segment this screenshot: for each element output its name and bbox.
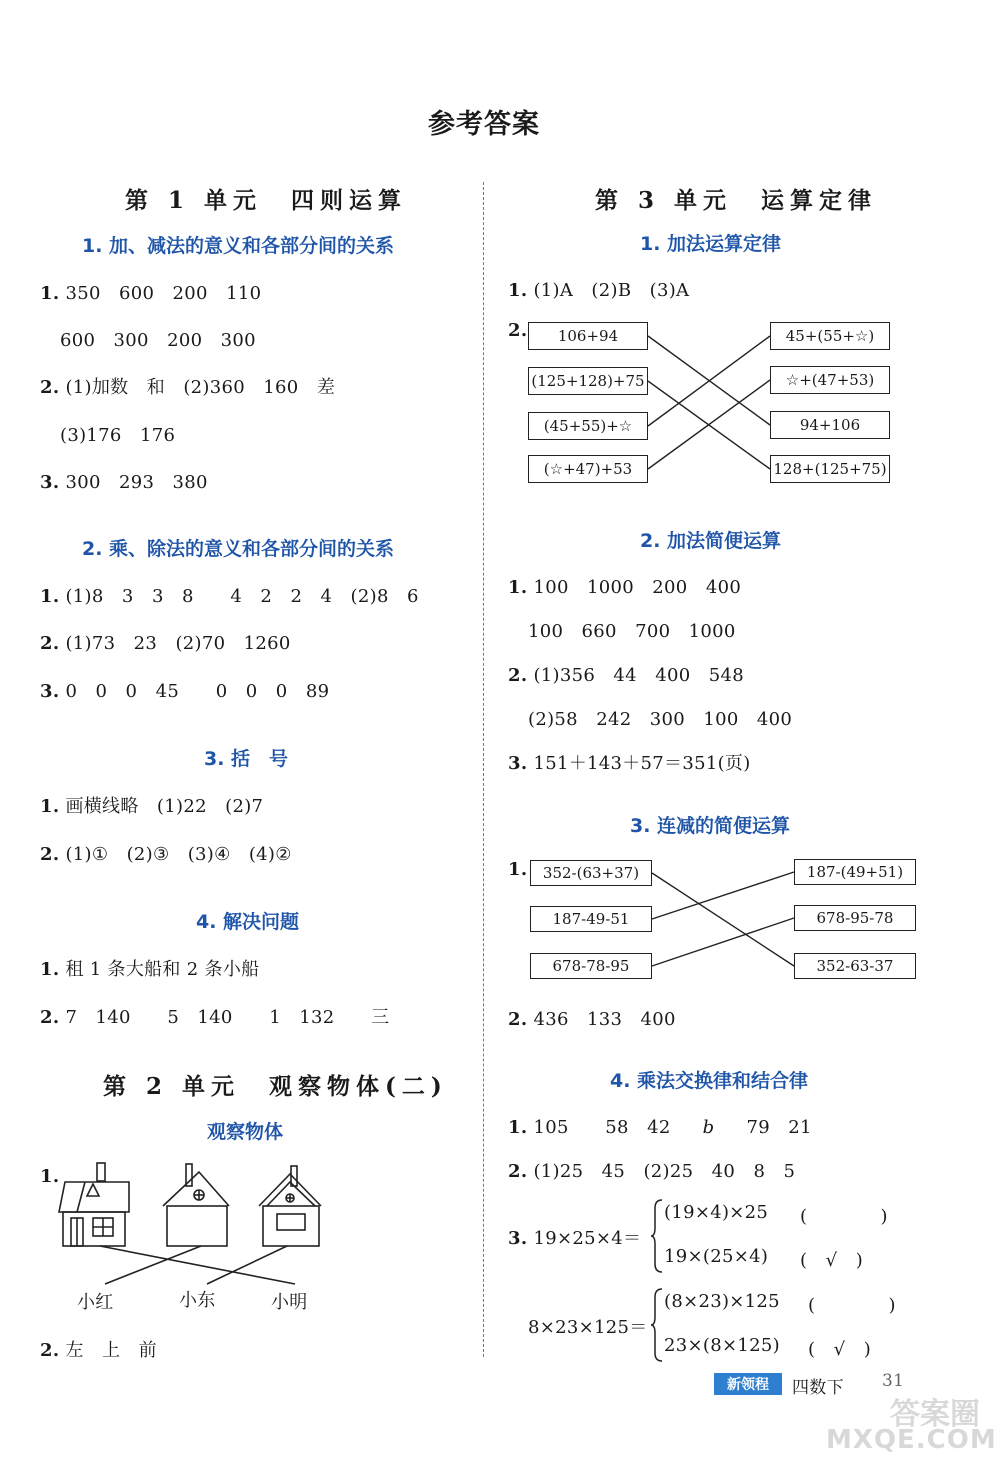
- answer-text: 79 21: [746, 1117, 812, 1138]
- page-number: 31: [882, 1371, 905, 1391]
- answer-line: [508, 573, 741, 599]
- answer-line: [508, 1157, 795, 1183]
- page-title: 参考答案: [428, 109, 540, 140]
- answer-variable: b: [702, 1117, 715, 1138]
- match-box: (☆+47)+53: [528, 455, 648, 483]
- question-number: 2.: [508, 320, 528, 341]
- unit-1-heading: 第 1 单元 四则运算: [125, 187, 408, 214]
- section-4-title: 4. 解决问题: [196, 911, 300, 933]
- match-box: (45+55)+☆: [528, 412, 648, 440]
- question-number: 1.: [40, 796, 60, 817]
- match-box: 94+106: [770, 411, 890, 439]
- answer-text: 画横线略 (1)22 (2)7: [65, 796, 264, 817]
- expression: 8×23×125＝: [528, 1317, 648, 1338]
- question-number: 1.: [40, 283, 60, 304]
- question-number: 3.: [508, 1228, 528, 1249]
- question-number: 1.: [40, 586, 60, 607]
- book-label: 四数下: [792, 1378, 844, 1398]
- question-number: 1.: [508, 577, 528, 598]
- brand-badge: 新领程: [714, 1373, 782, 1395]
- section-1-title: 1. 加、减法的意义和各部分间的关系: [82, 235, 395, 257]
- choice-mark: ( ): [808, 1295, 896, 1316]
- question-number: 1.: [508, 1117, 528, 1138]
- answer-text: (1)A (2)B (3)A: [533, 280, 690, 301]
- match-box: 45+(55+☆): [770, 322, 890, 350]
- match-line: [652, 873, 794, 966]
- match-box: 106+94: [528, 322, 648, 350]
- section-2-title: 2. 乘、除法的意义和各部分间的关系: [82, 538, 395, 560]
- answer-text: (1)8 3 3 8 4 2 2 4 (2)8 6: [65, 586, 419, 607]
- question-number: 3.: [508, 753, 528, 774]
- question-number: 1.: [40, 1166, 60, 1187]
- answer-text: 350 600 200 110: [65, 283, 262, 304]
- brace-icon: [650, 1198, 664, 1274]
- match-box: 187-(49+51): [794, 859, 916, 885]
- question-number: 3.: [40, 681, 60, 702]
- brace-icon: [650, 1287, 664, 1363]
- match-box: (125+128)+75: [528, 367, 648, 395]
- question-number: 2.: [508, 1161, 528, 1182]
- choice-option: (8×23)×125: [664, 1291, 780, 1312]
- match-line: [652, 918, 794, 966]
- match-box: 352-(63+37): [530, 860, 652, 886]
- match-box: 352-63-37: [794, 953, 916, 979]
- watermark-text: 答案圈: [890, 1397, 980, 1432]
- answer-text: 0 0 0 45 0 0 0 89: [65, 681, 330, 702]
- question-number: 2.: [508, 665, 528, 686]
- choice-option: 19×(25×4): [664, 1246, 769, 1267]
- question-number: 2.: [508, 1009, 528, 1030]
- answer-text: (1)356 44 400 548: [533, 665, 745, 686]
- answer-text: 105 58 42: [533, 1117, 671, 1138]
- answer-text: (1)25 45 (2)25 40 8 5: [533, 1161, 796, 1182]
- section-5-title: 观察物体: [207, 1121, 284, 1143]
- question-number: 2.: [40, 377, 60, 398]
- right-section-2-title: 2. 加法简便运算: [640, 530, 782, 552]
- answer-text: 7 140 5 140 1 132 三: [65, 1007, 390, 1028]
- question-number: 1.: [508, 859, 528, 880]
- match-box: 678-78-95: [530, 953, 652, 979]
- match-box: 678-95-78: [794, 905, 916, 931]
- right-section-1-title: 1. 加法运算定律: [640, 233, 782, 255]
- unit-2-heading: 第 2 单元 观察物体(二): [103, 1073, 448, 1100]
- right-section-4-title: 4. 乘法交换律和结合律: [610, 1070, 809, 1092]
- match-line: [652, 872, 794, 919]
- answer-line: [508, 749, 751, 775]
- watermark-url: MXQE.COM: [826, 1425, 997, 1455]
- name-label: 小东: [179, 1290, 216, 1311]
- watermark-logo: [820, 1395, 996, 1455]
- answer-text: 151＋143＋57＝351(页): [533, 753, 751, 774]
- answer-text: (1)73 23 (2)70 1260: [65, 633, 291, 654]
- answer-line: 600 300 200 300: [60, 330, 256, 351]
- question-number: 3.: [40, 472, 60, 493]
- match-box: ☆+(47+53): [770, 366, 890, 394]
- answer-text: (1)加数 和 (2)360 160 差: [65, 377, 336, 398]
- unit-3-heading: 第 3 单元 运算定律: [595, 187, 878, 214]
- choice-option: (19×4)×25: [664, 1202, 769, 1223]
- question-number: 2.: [40, 633, 60, 654]
- choice-option: 23×(8×125): [664, 1335, 780, 1356]
- match-box: 187-49-51: [530, 906, 652, 932]
- question-number: 1.: [508, 280, 528, 301]
- choice-mark: ( √ ): [800, 1250, 864, 1271]
- question-number: 2.: [40, 1007, 60, 1028]
- choice-mark: ( √ ): [808, 1339, 872, 1360]
- name-label: 小红: [77, 1292, 114, 1313]
- answer-text: 左 上 前: [65, 1340, 157, 1361]
- name-label: 小明: [271, 1292, 308, 1313]
- section-3-title: 3. 括 号: [204, 748, 289, 770]
- answer-text: 租 1 条大船和 2 条小船: [65, 959, 260, 980]
- match-box: 128+(125+75): [770, 455, 890, 483]
- question-number: 2.: [40, 844, 60, 865]
- choice-mark: ( ): [800, 1206, 888, 1227]
- answer-line: 100 660 700 1000: [528, 621, 736, 642]
- answer-line: [508, 1113, 812, 1139]
- question-number: 1.: [40, 959, 60, 980]
- right-section-3-title: 3. 连减的简便运算: [630, 815, 791, 837]
- answer-text: 436 133 400: [533, 1009, 676, 1030]
- answer-text: (1)① (2)③ (3)④ (4)②: [65, 844, 292, 865]
- answer-line: (3)176 176: [60, 425, 176, 446]
- answer-line: (2)58 242 300 100 400: [528, 709, 793, 730]
- answer-line: [508, 1005, 676, 1031]
- answer-text: 100 1000 200 400: [533, 577, 742, 598]
- answer-text: 300 293 380: [65, 472, 208, 493]
- question-number: 2.: [40, 1340, 60, 1361]
- answer-line: [508, 1224, 641, 1250]
- answer-line: [508, 661, 744, 687]
- expression: 19×25×4＝: [533, 1228, 642, 1249]
